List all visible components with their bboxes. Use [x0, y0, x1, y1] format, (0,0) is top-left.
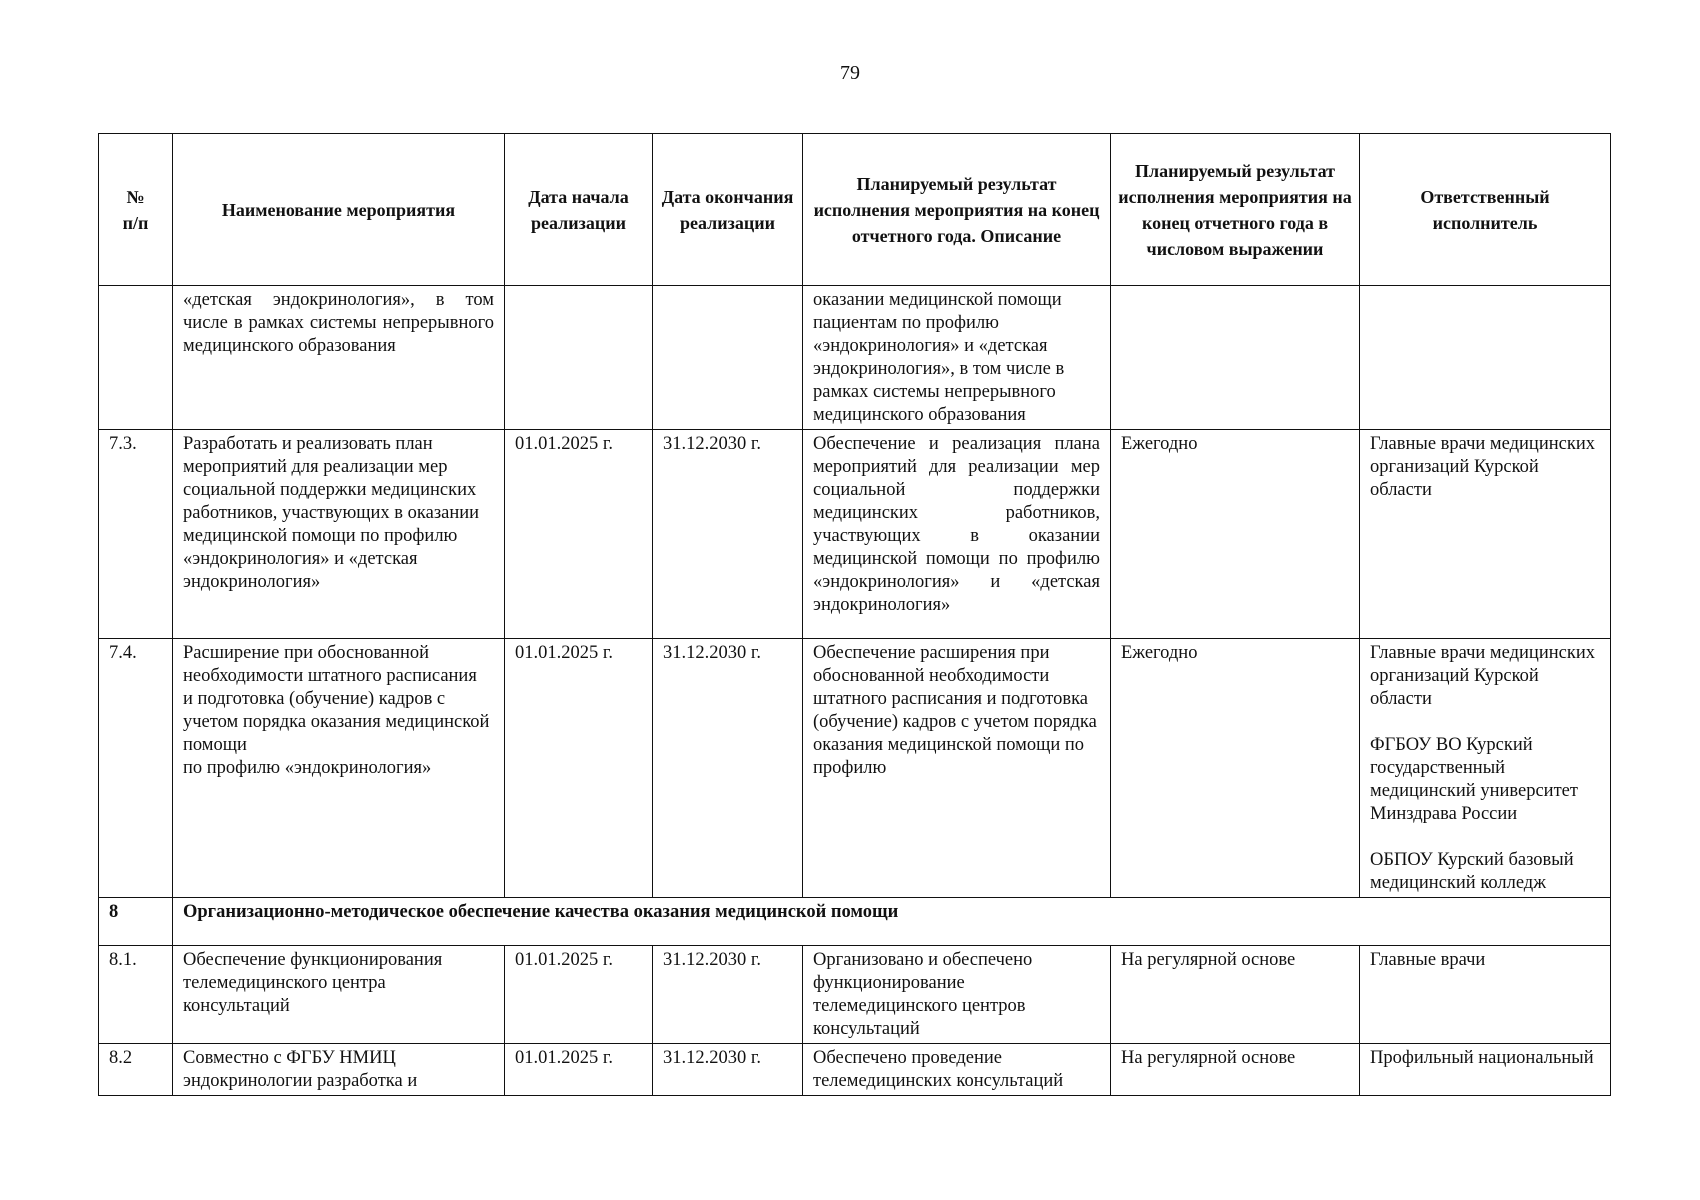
cell-result-numeric: Ежегодно: [1111, 430, 1360, 639]
section-row: [99, 898, 1611, 946]
cell-name: Совместно с ФГБУ НМИЦ эндокринологии разработка и: [173, 1044, 505, 1096]
header-start-date: Дата начала реализации: [505, 134, 653, 286]
cell-start-date: 01.01.2025 г.: [505, 1044, 653, 1096]
cell-name: Разработать и реализовать план мероприятий для реализации мер социальной поддержки медицинских работников, участвующих в оказании медицинской помощи по профилю «эндокринология» и «детская эндокринология»: [173, 430, 505, 639]
cell-responsible: [1360, 286, 1611, 430]
spacer: [1370, 711, 1600, 734]
spacer: [1370, 826, 1600, 849]
cell-start-date: [505, 286, 653, 430]
cell-end-date: [653, 286, 803, 430]
cell-result-numeric: На регулярной основе: [1111, 946, 1360, 1044]
cell-responsible: Главные врачи медицинских организаций Курской области: [1360, 430, 1611, 639]
cell-result-description: Обеспечение расширения при обоснованной необходимости штатного расписания и подготовка (обучение) кадров с учетом порядка оказания медицинской помощи по профилю: [803, 639, 1111, 898]
cell-start-date: 01.01.2025 г.: [505, 430, 653, 639]
cell-num: 7.4.: [99, 639, 173, 898]
events-table: [98, 133, 1611, 1096]
cell-responsible: Главные врачи: [1360, 946, 1611, 1044]
cell-result-numeric: [1111, 286, 1360, 430]
responsible-part: ФГБОУ ВО Курский государственный медицинский университет Минздрава России: [1370, 735, 1578, 824]
table-row: [99, 946, 1611, 1044]
cell-num: 8.2: [99, 1044, 173, 1096]
responsible-part: ОБПОУ Курский базовый медицинский колледж: [1370, 850, 1574, 893]
cell-start-date: 01.01.2025 г.: [505, 946, 653, 1044]
cell-result-numeric: На регулярной основе: [1111, 1044, 1360, 1096]
header-responsible: Ответственный исполнитель: [1360, 134, 1611, 286]
page-number: 79: [840, 62, 860, 84]
cell-end-date: 31.12.2030 г.: [653, 639, 803, 898]
cell-result-numeric: Ежегодно: [1111, 639, 1360, 898]
table-row: [99, 430, 1611, 639]
header-num: № п/п: [99, 134, 173, 286]
header-result-description: Планируемый результат исполнения мероприятия на конец отчетного года. Описание: [803, 134, 1111, 286]
cell-num: [99, 286, 173, 430]
cell-responsible: Профильный национальный: [1360, 1044, 1611, 1096]
header-result-numeric: Планируемый результат исполнения мероприятия на конец отчетного года в числовом выражении: [1111, 134, 1360, 286]
header-name: Наименование мероприятия: [173, 134, 505, 286]
cell-name: «детская эндокринология», в том числе в рамках системы непрерывного медицинского образования: [173, 286, 505, 430]
cell-result-description: Обеспечено проведение телемедицинских консультаций: [803, 1044, 1111, 1096]
table-row: [99, 286, 1611, 430]
section-title: Организационно-методическое обеспечение качества оказания медицинской помощи: [173, 898, 1611, 946]
cell-responsible: [1360, 639, 1611, 898]
cell-end-date: 31.12.2030 г.: [653, 430, 803, 639]
cell-name: Обеспечение функционирования телемедицинского центра консультаций: [173, 946, 505, 1044]
cell-num: 7.3.: [99, 430, 173, 639]
responsible-part: Главные врачи медицинских организаций Курской области: [1370, 643, 1595, 709]
table-row: [99, 639, 1611, 898]
cell-name: [173, 639, 505, 898]
cell-result-description: Обеспечение и реализация плана мероприятий для реализации мер социальной поддержки медицинских работников, участвующих в оказании медицинской помощи по профилю «эндокринология» и «детская эндокринология»: [803, 430, 1111, 639]
cell-num: 8.1.: [99, 946, 173, 1044]
name-line: по профилю «эндокринология»: [183, 758, 432, 778]
cell-result-description: оказании медицинской помощи пациентам по профилю «эндокринология» и «детская эндокринология», в том числе в рамках системы непрерывного медицинского образования: [803, 286, 1111, 430]
header-end-date: Дата окончания реализации: [653, 134, 803, 286]
table-row: [99, 1044, 1611, 1096]
cell-start-date: 01.01.2025 г.: [505, 639, 653, 898]
name-line: и подготовка (обучение) кадров с учетом порядка оказания медицинской помощи: [183, 689, 490, 755]
cell-end-date: 31.12.2030 г.: [653, 1044, 803, 1096]
name-line: Расширение при обоснованной необходимости штатного расписания: [183, 643, 477, 686]
table-header-row: [99, 134, 1611, 286]
section-num: 8: [99, 898, 173, 946]
cell-end-date: 31.12.2030 г.: [653, 946, 803, 1044]
cell-result-description: Организовано и обеспечено функционирование телемедицинского центров консультаций: [803, 946, 1111, 1044]
